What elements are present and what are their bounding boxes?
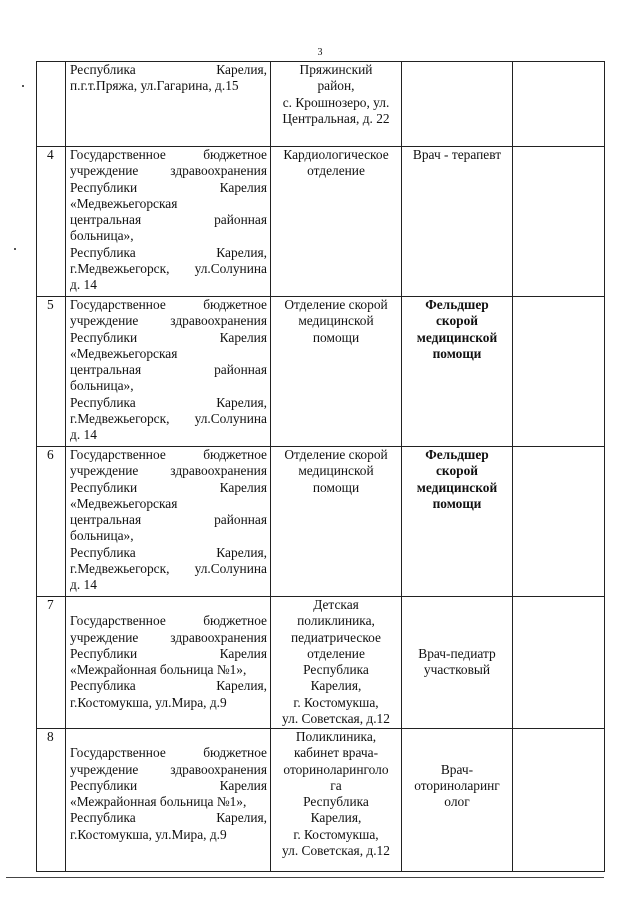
position-line: Врач-педиатр (418, 645, 496, 661)
department-line: район, (317, 78, 355, 94)
empty-cell (513, 597, 605, 729)
organization-text: Государственное (70, 613, 166, 629)
department-line: Республика (303, 662, 369, 678)
department-cell (271, 447, 402, 597)
organization-text: д. 14 (70, 577, 97, 593)
organization-text: Республики (70, 777, 138, 793)
organization-text: центральная (70, 512, 142, 528)
row-number-cell (37, 597, 66, 729)
organization-text: Карелия, (216, 678, 267, 694)
organization-text: г.Медвежьегорск, (70, 411, 170, 427)
organization-line (70, 528, 267, 544)
organization-text: д. 14 (70, 277, 97, 293)
table-row (37, 297, 605, 447)
organization-text: Государственное (70, 297, 166, 312)
organization-text: «Медвежьегорская (70, 345, 178, 361)
organization-text: центральная (70, 362, 142, 378)
organization-line (70, 810, 267, 826)
organization-text: Государственное (70, 447, 166, 462)
organization-line (70, 646, 267, 662)
organization-line (70, 395, 267, 411)
organization-text: г.Медвежьегорск, (70, 561, 170, 577)
organization-text: Карелия, (216, 544, 267, 560)
organization-text: учреждение (70, 761, 139, 777)
organization-line (70, 447, 267, 463)
organization-line (70, 577, 267, 593)
position-line: оториноларинг (414, 777, 500, 793)
organization-text: Карелия, (216, 62, 267, 77)
department-line: помощи (312, 479, 360, 495)
position-line: Фельдшер (425, 447, 489, 462)
organization-line (70, 261, 267, 277)
row-number-cell (37, 447, 66, 597)
organization-text: г.Костомукша, ул.Мира, д.9 (70, 694, 227, 710)
organization-text: бюджетное (203, 745, 267, 761)
department-line: Детская (313, 597, 359, 612)
department-line: га (330, 777, 342, 793)
organization-line (70, 78, 267, 94)
department-cell (271, 147, 402, 297)
department-line: Центральная, д. 22 (282, 110, 390, 126)
organization-text: Карелия (219, 479, 267, 495)
department-line: Поликлиника, (295, 729, 377, 744)
organization-text: г.Медвежьегорск, (70, 261, 170, 277)
department-line: Карелия, (310, 810, 362, 826)
organization-text: районная (214, 212, 267, 228)
empty-cell (513, 447, 605, 597)
position-line: помощи (432, 495, 482, 511)
position-line (404, 613, 510, 629)
organization-text: г.Костомукша, ул.Мира, д.9 (70, 826, 227, 842)
organization-text: учреждение (70, 463, 139, 479)
organization-text: здравоохранения (170, 463, 267, 479)
organization-line (70, 330, 267, 346)
organization-text: Государственное (70, 745, 166, 761)
page-bottom-rule (6, 877, 604, 878)
organization-line (70, 147, 267, 163)
page-number: 3 (317, 47, 323, 58)
organization-text: больница», (70, 378, 134, 394)
position-line: Фельдшер (425, 297, 489, 312)
organization-text: Республики (70, 329, 138, 345)
organization-text: Республики (70, 645, 138, 661)
department-line: ул. Советская, д.12 (282, 711, 390, 727)
position-cell (402, 147, 513, 297)
row-number-cell (37, 729, 66, 872)
organization-text: бюджетное (203, 147, 267, 162)
row-number: 8 (47, 729, 54, 744)
organization-text: Карелия, (216, 810, 267, 826)
organization-text: бюджетное (203, 297, 267, 312)
position-line: медицинской (416, 329, 498, 345)
row-number: 6 (47, 447, 54, 462)
organization-text: больница», (70, 528, 134, 544)
organization-text: здравоохранения (170, 163, 267, 179)
department-line: кабинет врача- (293, 745, 379, 761)
organization-text: д. 14 (70, 427, 97, 443)
organization-line (70, 597, 267, 613)
organization-text: ул.Солунина (194, 411, 267, 427)
organization-line (70, 378, 267, 394)
row-number: 5 (47, 297, 54, 312)
position-line: олог (444, 794, 470, 810)
organization-line (70, 695, 267, 711)
department-line: г. Костомукша, (293, 826, 379, 842)
department-line: отделение (307, 163, 365, 179)
organization-text: Республика (70, 544, 136, 560)
organization-text: Республика (70, 678, 136, 694)
organization-line (70, 762, 267, 778)
organization-text: п.г.т.Пряжа, ул.Гагарина, д.15 (70, 78, 239, 94)
organization-text: Карелия, (216, 394, 267, 410)
row-number: 7 (47, 597, 54, 612)
position-line: Врач- (440, 761, 474, 777)
organization-text: Республики (70, 479, 138, 495)
row-number-cell (37, 62, 66, 147)
organization-line (70, 561, 267, 577)
position-line: скорой (435, 463, 479, 479)
organization-line (70, 613, 267, 629)
organization-cell (66, 597, 271, 729)
scan-mark (14, 248, 16, 250)
organization-line (70, 678, 267, 694)
organization-text: учреждение (70, 313, 139, 329)
organization-text: «Межрайонная больница №1», (70, 662, 247, 678)
position-cell (402, 62, 513, 147)
department-cell (271, 297, 402, 447)
organization-text (70, 729, 73, 744)
scan-mark (22, 85, 24, 87)
table-row (37, 447, 605, 597)
organization-line (70, 180, 267, 196)
position-line: участковый (423, 662, 491, 678)
organization-text: ул.Солунина (194, 261, 267, 277)
organization-line (70, 277, 267, 293)
position-line: медицинской (416, 479, 498, 495)
position-line (404, 630, 510, 646)
department-line: медицинской (298, 313, 374, 329)
position-line (404, 729, 510, 745)
organization-text: здравоохранения (170, 629, 267, 645)
organization-text: Карелия (219, 329, 267, 345)
organization-line (70, 427, 267, 443)
position-line (404, 597, 510, 613)
organization-text: Республика (70, 810, 136, 826)
organization-text: больница», (70, 228, 134, 244)
row-number: 4 (47, 147, 54, 162)
organization-text: учреждение (70, 163, 139, 179)
organization-text: здравоохранения (170, 761, 267, 777)
organization-cell (66, 447, 271, 597)
organization-text: «Межрайонная больница №1», (70, 794, 247, 810)
table-row (37, 729, 605, 872)
row-number-cell (37, 297, 66, 447)
department-line: Пряжинский (299, 62, 373, 77)
organization-text: Республика (70, 244, 136, 260)
organization-line (70, 745, 267, 761)
organization-text: «Медвежьегорская (70, 195, 178, 211)
organization-line (70, 313, 267, 329)
organization-text: районная (214, 512, 267, 528)
organization-line (70, 827, 267, 843)
empty-cell (513, 297, 605, 447)
position-cell (402, 447, 513, 597)
organization-line (70, 212, 267, 228)
organization-line (70, 62, 267, 78)
organization-text: Республика (70, 394, 136, 410)
department-line: Республика (303, 794, 369, 810)
department-line: отделение (307, 645, 365, 661)
table-row (37, 147, 605, 297)
organization-text: Карелия (219, 645, 267, 661)
department-line: ул. Советская, д.12 (282, 843, 390, 859)
organization-line (70, 463, 267, 479)
organization-line (70, 480, 267, 496)
organization-line (70, 297, 267, 313)
organization-text: бюджетное (203, 613, 267, 629)
department-cell (271, 597, 402, 729)
department-line: с. Крошнозеро, ул. (282, 94, 390, 110)
department-line: педиатрическое (291, 629, 381, 645)
department-line: Отделение скорой (284, 447, 388, 462)
organization-cell (66, 62, 271, 147)
department-line: медицинской (298, 463, 374, 479)
organization-line (70, 512, 267, 528)
organization-line (70, 794, 267, 810)
empty-cell (513, 147, 605, 297)
department-cell (271, 729, 402, 872)
department-line: г. Костомукша, (293, 694, 379, 710)
organization-text: районная (214, 362, 267, 378)
position-line: помощи (432, 345, 482, 361)
organization-text (70, 597, 73, 612)
organization-text: Карелия (219, 777, 267, 793)
organization-cell (66, 729, 271, 872)
position-cell (402, 297, 513, 447)
organization-line (70, 729, 267, 745)
organization-line (70, 630, 267, 646)
organization-text: здравоохранения (170, 313, 267, 329)
staff-table (36, 61, 605, 872)
department-line: поликлиника, (297, 613, 375, 629)
organization-line (70, 411, 267, 427)
table-row (37, 597, 605, 729)
empty-cell (513, 729, 605, 872)
position-line: скорой (435, 313, 479, 329)
organization-text: Государственное (70, 147, 166, 162)
organization-text: учреждение (70, 629, 139, 645)
organization-text: Карелия, (216, 244, 267, 260)
organization-line (70, 196, 267, 212)
row-number-cell (37, 147, 66, 297)
department-line: Кардиологическое (283, 147, 389, 162)
organization-line (70, 662, 267, 678)
department-line: Отделение скорой (284, 297, 388, 312)
department-line: Карелия, (310, 678, 362, 694)
table-row (37, 62, 605, 147)
organization-line (70, 362, 267, 378)
organization-cell (66, 297, 271, 447)
organization-text: центральная (70, 212, 142, 228)
organization-text: бюджетное (203, 447, 267, 462)
position-cell (402, 729, 513, 872)
organization-line (70, 545, 267, 561)
organization-line (70, 245, 267, 261)
organization-line (70, 778, 267, 794)
department-line: помощи (312, 329, 360, 345)
position-line (404, 745, 510, 761)
position-line: Врач - терапевт (412, 147, 502, 162)
position-cell (402, 597, 513, 729)
organization-text: Карелия (219, 179, 267, 195)
organization-line (70, 346, 267, 362)
organization-line (70, 163, 267, 179)
organization-text: ул.Солунина (194, 561, 267, 577)
organization-line (70, 228, 267, 244)
organization-cell (66, 147, 271, 297)
department-cell (271, 62, 402, 147)
organization-text: «Медвежьегорская (70, 495, 178, 511)
organization-text: Республики (70, 179, 138, 195)
table-body (37, 62, 605, 872)
organization-text: Республика (70, 62, 136, 77)
empty-cell (513, 62, 605, 147)
department-line: оториноларинголо (283, 761, 389, 777)
organization-line (70, 496, 267, 512)
